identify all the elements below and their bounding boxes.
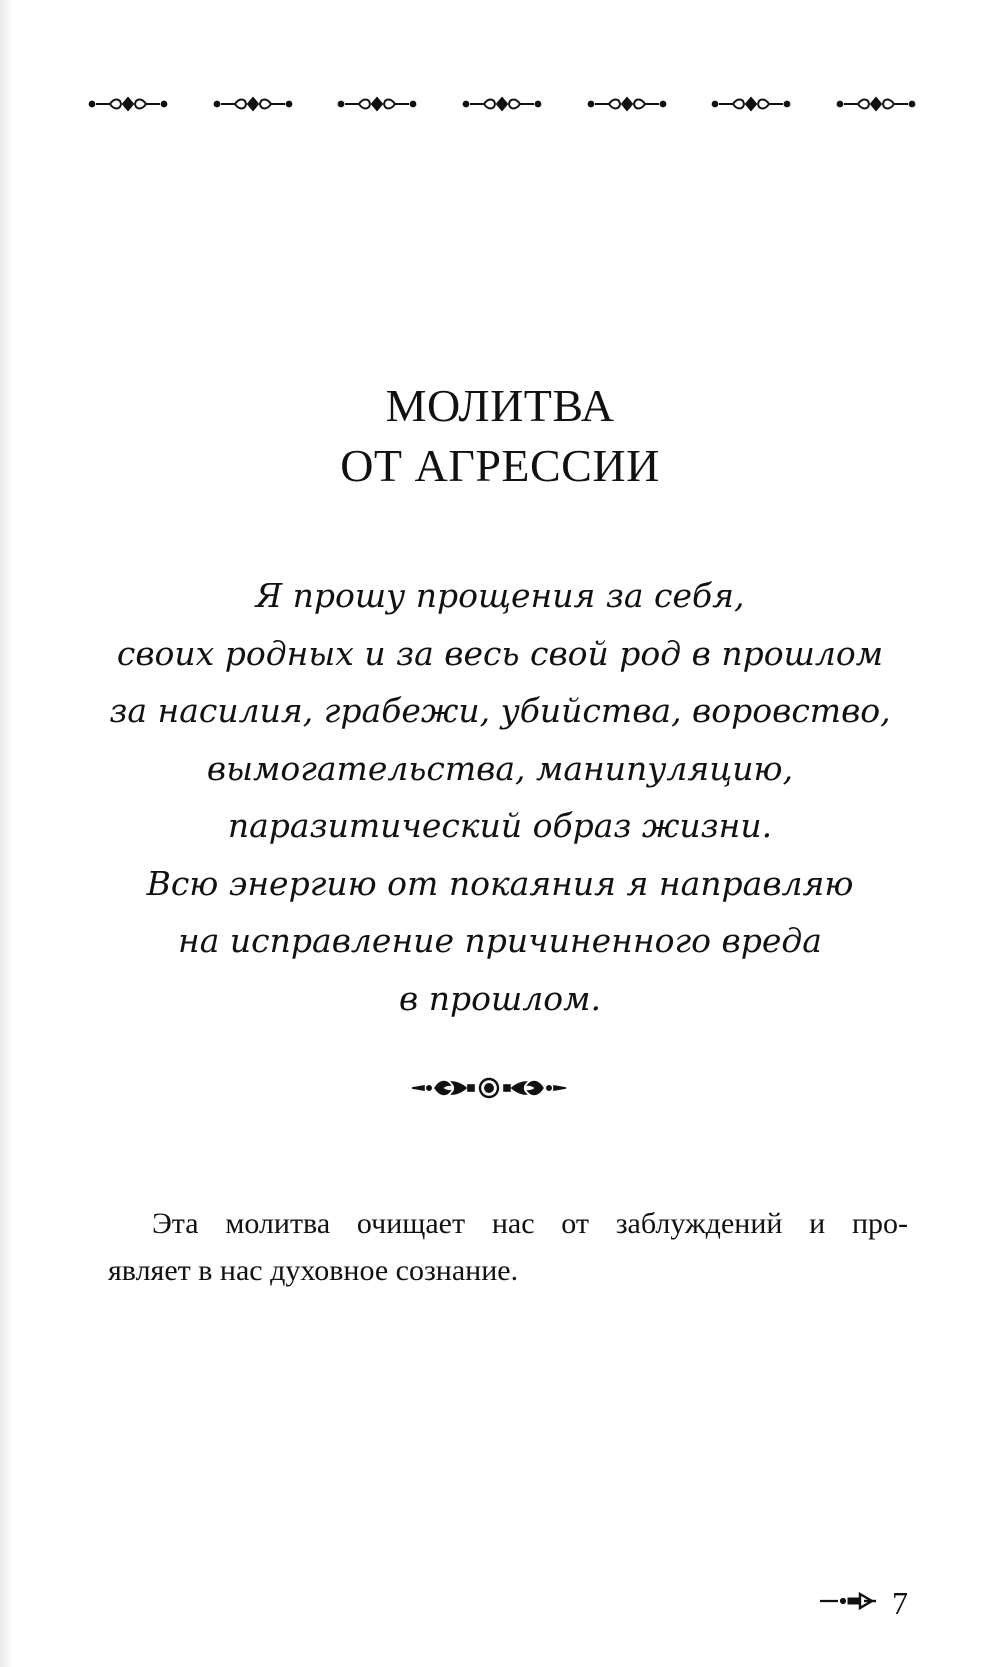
binding-shadow	[0, 0, 14, 1667]
scroll-ornament-icon	[587, 94, 667, 114]
scroll-ornament-icon	[88, 94, 168, 114]
title-line-1: МОЛИТВА	[385, 380, 615, 431]
page-footer	[820, 1585, 908, 1621]
prayer-text	[60, 567, 940, 1027]
prayer-line: на исправление причиненного вреда	[178, 921, 822, 960]
prayer-line: паразитический образ жизни.	[227, 806, 773, 845]
floral-divider-icon	[410, 1076, 568, 1100]
scroll-ornament-icon	[836, 94, 916, 114]
scroll-ornament-icon	[337, 94, 417, 114]
prayer-line: своих родных и за весь свой род в прошлом	[116, 633, 884, 673]
top-ornament-row	[88, 92, 916, 116]
prayer-line: в прошлом.	[399, 978, 601, 1018]
prayer-line: Всю энергию от покаяния я направляю	[146, 863, 854, 903]
prayer-line: Я прошу прощения за себя,	[255, 576, 745, 615]
scroll-ornament-icon	[711, 94, 791, 114]
note-line: Эта молитва очищает нас от заблуждений и про-	[152, 1207, 908, 1240]
prayer-line: вымогательства, манипуляцию,	[206, 748, 794, 788]
page-arrow-icon	[820, 1591, 878, 1616]
prayer-line: за насилия, грабежи, убийства, воровство,	[109, 691, 891, 730]
note-paragraph	[108, 1200, 908, 1294]
note-line: являет в нас духовное сознание.	[108, 1254, 519, 1287]
title-line-2: ОТ АГРЕССИИ	[340, 440, 660, 491]
scroll-ornament-icon	[213, 94, 293, 114]
scroll-ornament-icon	[462, 94, 542, 114]
page-title	[0, 376, 1000, 496]
page-number: 7	[892, 1585, 908, 1621]
